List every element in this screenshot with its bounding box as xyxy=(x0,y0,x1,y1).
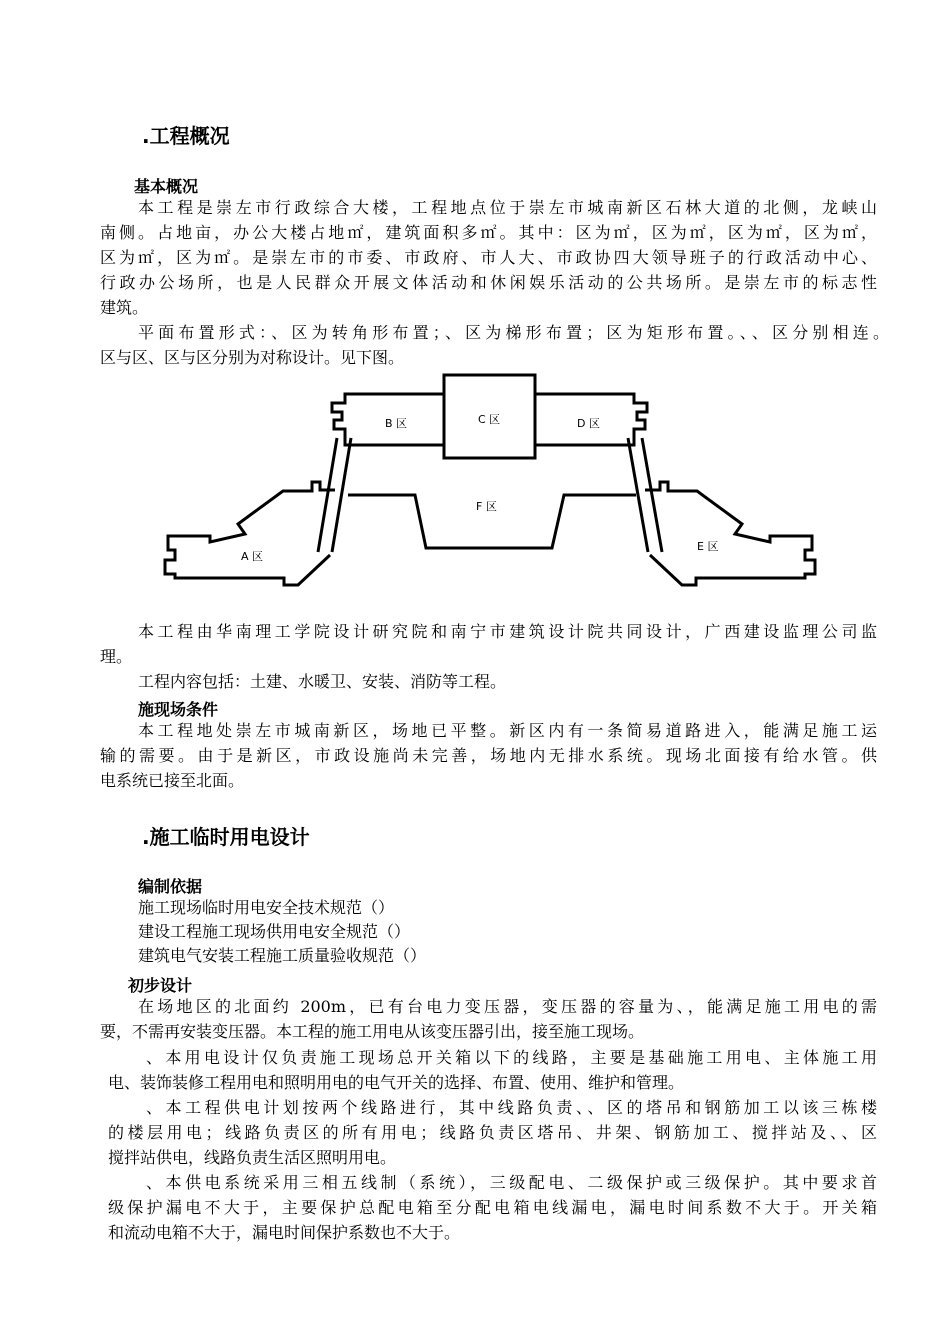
text-line: 南侧。占地亩，办公大楼占地㎡，建筑面积多㎡。其中：区为㎡，区为㎡，区为㎡，区为㎡， xyxy=(100,223,877,242)
text-line: 行政办公场所，也是人民群众开展文体活动和休闲娱乐活动的公共场所。是崇左市的标志性 xyxy=(100,273,877,292)
plan-label-f: F 区 xyxy=(476,500,497,513)
text-line: 区为㎡，区为㎡。是崇左市的市委、市政府、市人大、市政协四大领导班子的行政活动中心、 xyxy=(100,248,877,267)
text-line: 理。 xyxy=(100,647,133,666)
section-title-project-overview: .工程概况 xyxy=(142,124,230,148)
text-line: 和流动电箱不大于，漏电时间保护系数也不大于。 xyxy=(108,1223,461,1242)
text-line: 区与区、区与区分别为对称设计。见下图。 xyxy=(100,348,405,367)
list-item: 建设工程施工现场供用电安全规范（） xyxy=(138,922,411,941)
text-line: 、本工程供电计划按两个线路进行，其中线路负责、、区的塔吊和钢筋加工以该三栋楼 xyxy=(146,1098,877,1117)
heading-site-conditions: 施现场条件 xyxy=(138,700,219,719)
text-line: 、本供电系统采用三相五线制（系统），三级配电、二级保护或三级保护。其中要求首 xyxy=(146,1173,877,1192)
text-line: 搅拌站供电，线路负责生活区照明用电。 xyxy=(108,1148,397,1167)
text-line: 本工程地处崇左市城南新区，场地已平整。新区内有一条简易道路进入，能满足施工运 xyxy=(138,721,877,740)
plan-label-d: D 区 xyxy=(577,417,600,430)
text-line: 本工程由华南理工学院设计研究院和南宁市建筑设计院共同设计，广西建设监理公司监 xyxy=(138,622,877,641)
heading-compilation-basis: 编制依据 xyxy=(138,877,203,896)
text-line: 、本用电设计仅负责施工现场总开关箱以下的线路，主要是基础施工用电、主体施工用 xyxy=(146,1048,877,1067)
text-line: 平面布置形式：、区为转角形布置；、区为梯形布置；区为矩形布置。、、区分别相连。 xyxy=(138,323,889,342)
text-line: 输的需要。由于是新区，市政设施尚未完善，场地内无排水系统。现场北面接有给水管。供 xyxy=(100,746,877,765)
heading-basic-overview: 基本概况 xyxy=(134,177,199,196)
section-title-temporary-power: .施工临时用电设计 xyxy=(142,825,310,849)
plan-label-b: B 区 xyxy=(385,417,408,430)
plan-label-a: A 区 xyxy=(241,550,264,563)
paragraph-scope: 工程内容包括：土建、水暖卫、安装、消防等工程。 xyxy=(138,672,507,691)
list-item: 建筑电气安装工程施工质量验收规范（） xyxy=(138,946,427,965)
list-item: 施工现场临时用电安全技术规范（） xyxy=(138,898,395,917)
text-line: 建筑。 xyxy=(100,298,149,317)
plan-label-e: E 区 xyxy=(697,540,719,553)
plan-label-c: C 区 xyxy=(478,413,501,426)
text-line: 电系统已接至北面。 xyxy=(100,771,245,790)
plan-block-a xyxy=(165,482,335,585)
plan-block-e xyxy=(645,482,815,585)
text-line: 电、装饰装修工程用电和照明用电的电气开关的选择、布置、使用、维护和管理。 xyxy=(108,1073,685,1092)
text-line: 本工程是崇左市行政综合大楼，工程地点位于崇左市城南新区石林大道的北侧，龙峡山 xyxy=(138,198,877,217)
text-line: 要，不需再安装变压器。本工程的施工用电从该变压器引出，接至施工现场。 xyxy=(100,1022,645,1041)
text-line: 级保护漏电不大于，主要保护总配电箱至分配电箱电线漏电，漏电时间系数不大于。开关箱 xyxy=(108,1198,877,1217)
text-line: 在场地区的北面约 200m，已有台电力变压器，变压器的容量为、，能满足施工用电的需 xyxy=(138,997,877,1016)
floor-plan-diagram xyxy=(0,0,950,620)
text-line: 的楼层用电；线路负责区的所有用电；线路负责区塔吊、井架、钢筋加工、搅拌站及、、区 xyxy=(108,1123,877,1142)
heading-preliminary-design: 初步设计 xyxy=(128,976,193,995)
